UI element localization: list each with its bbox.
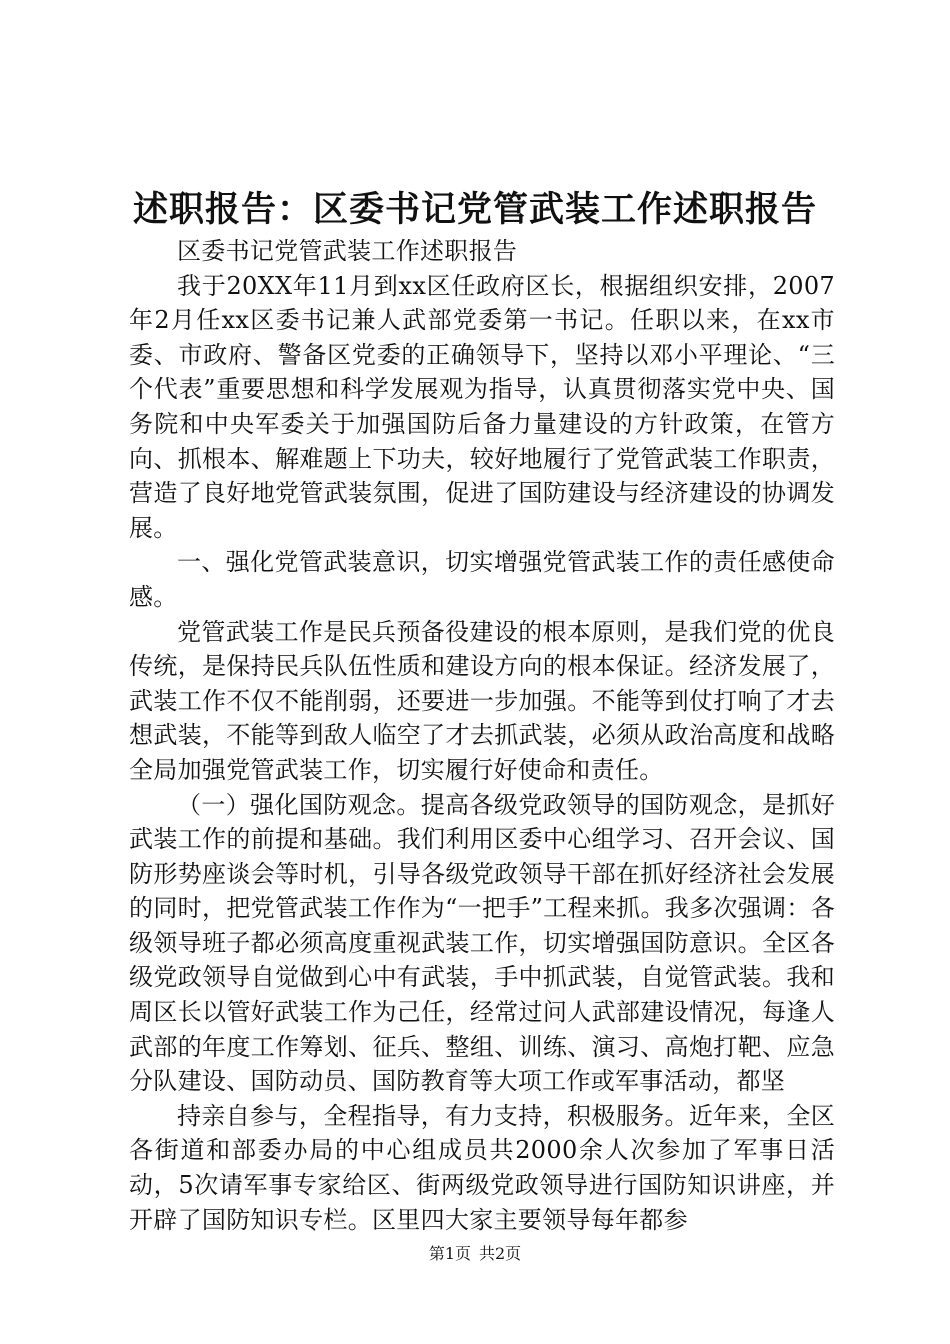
body-paragraph: 党管武装工作是民兵预备役建设的根本原则，是我们党的优良传统，是保持民兵队伍性质和建设方向的根本保证。经济发展了，武装工作不仅不能削弱，还要进一步加强。不能等到仗打响了才去想武装，不能等到敌人临空了才去抓武装，必须从政治高度和战略全局加强党管武装工作，切实履行好使命和责任。 <box>129 617 835 784</box>
page-number: 第1页 <box>428 1244 471 1263</box>
document-body <box>129 234 835 1237</box>
body-paragraph: （一）强化国防观念。提高各级党政领导的国防观念，是抓好武装工作的前提和基础。我们利用区委中心组学习、召开会议、国防形势座谈会等时机，引导各级党政领导干部在抓好经济社会发展的同时，把党管武装工作作为“一把手”工程来抓。我多次强调：各级领导班子都必须高度重视武装工作，切实增强国防意识。全区各级党政领导自觉做到心中有武装，手中抓武装，自觉管武装。我和周区长以管好武装工作为己任，经常过问人武部建设情况，每逢人武部的年度工作筹划、征兵、整组、训练、演习、高炮打靶、应急分队建设、国防动员、国防教育等大项工作或军事活动，都坚 <box>129 790 835 1096</box>
document-title: 述职报告：区委书记党管武装工作述职报告 <box>132 189 817 230</box>
page-footer <box>0 1244 950 1264</box>
body-paragraph: 持亲自参与，全程指导，有力支持，积极服务。近年来，全区各街道和部委办局的中心组成员共2000余人次参加了军事日活动，5次请军事专家给区、街两级党政领导进行国防知识讲座，并开辟了国防知识专栏。区里四大家主要领导每年都参 <box>129 1101 835 1234</box>
page-total: 共2页 <box>479 1244 522 1263</box>
section-heading-paragraph: 一、强化党管武装意识，切实增强党管武装工作的责任感使命感。 <box>129 548 835 611</box>
intro-paragraph: 我于20XX年11月到xx区任政府区长，根据组织安排，2007年2月任xx区委书记兼人武部党委第一书记。任职以来，在xx市委、市政府、警备区党委的正确领导下，坚持以邓小平理论、“三个代表”重要思想和科学发展观为指导，认真贯彻落实党中央、国务院和中央军委关于加强国防后备力量建设的方针政策，在管方向、抓根本、解难题上下功夫，较好地履行了党管武装工作职责，营造了良好地党管武装氛围，促进了国防建设与经济建设的协调发展。 <box>129 271 835 542</box>
subtitle-paragraph: 区委书记党管武装工作述职报告 <box>177 237 518 265</box>
